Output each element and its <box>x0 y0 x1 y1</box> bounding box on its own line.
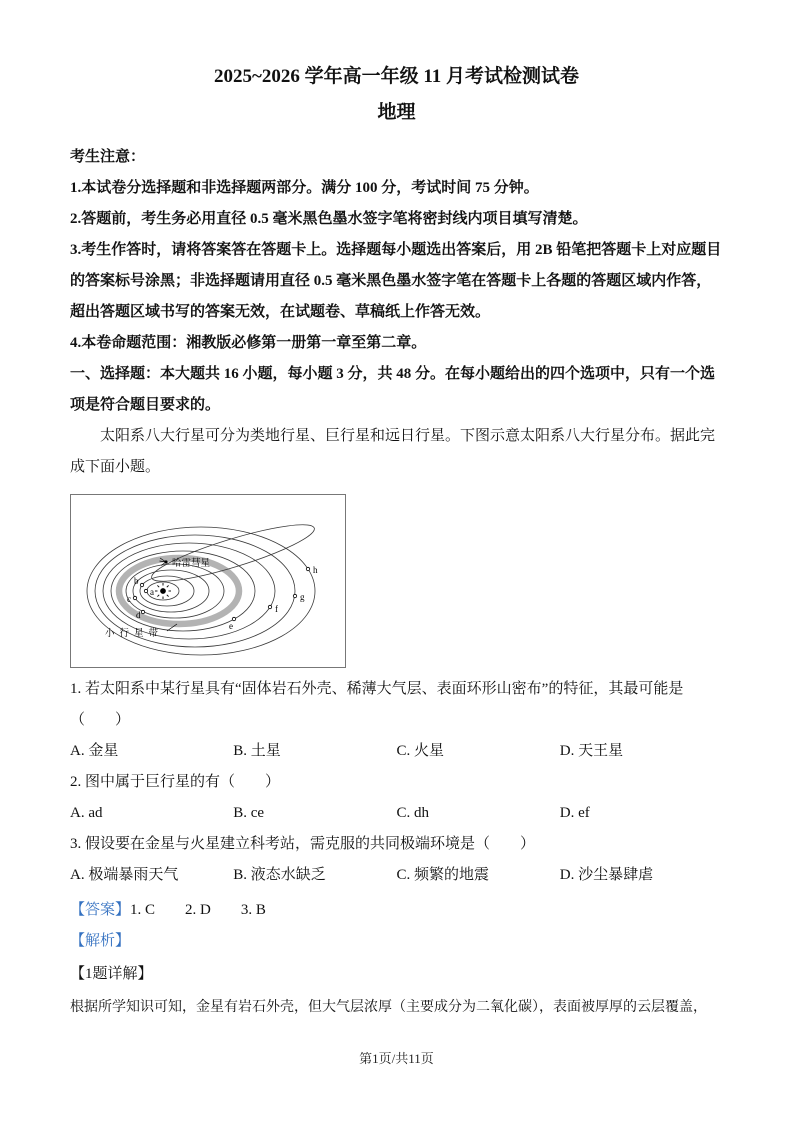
notice-item-3: 3.考生作答时，请将答案答在答题卡上。选择题每小题选出答案后，用 2B 铅笔把答题卡上对应题目的答案标号涂黑；非选择题请用直径 0.5 毫米黑色墨水签字笔在答题卡上各题的答题区域内作答，超出答题区域书写的答案无效，在试题卷、草稿纸上作答无效。 <box>70 242 722 321</box>
question-1-options <box>70 736 723 767</box>
comet-label: 哈雷彗星 <box>172 558 211 569</box>
question-2-option-a: A. ad <box>70 804 103 821</box>
planet-label-a: a <box>150 586 154 597</box>
planet-label-g: g <box>300 591 305 602</box>
planet-label-c: c <box>127 593 131 604</box>
page-footer: 第1页/共11页 <box>359 1051 434 1066</box>
planet-label-f: f <box>275 603 278 614</box>
question-2-option-b: B. ce <box>233 804 265 821</box>
question-2-options <box>70 798 723 829</box>
question-3-stem: 3. 假设要在金星与火星建立科考站，需克服的共同极端环境是（ ） <box>70 835 536 852</box>
planet-dot-c <box>133 596 136 599</box>
analysis-label: 【解析】 <box>70 932 131 949</box>
answer-label: 【答案】 <box>70 901 131 918</box>
planet-dot-f <box>268 605 271 608</box>
question-3-option-d: D. 沙尘暴肆虐 <box>559 866 654 883</box>
question-3-option-c: C. 频繁的地震 <box>396 866 490 883</box>
notice-item-4: 4.本卷命题范围：湘教版必修第一册第一章至第二章。 <box>70 335 427 352</box>
passage-text: 太阳系八大行星可分为类地行星、巨行星和远日行星。下图示意太阳系八大行星分布。据此完成下面小题。 <box>70 428 716 476</box>
planet-label-h: h <box>313 564 318 575</box>
question-3-options <box>70 860 723 891</box>
exam-title: 2025~2026 学年高一年级 11 月考试检测试卷 <box>213 66 580 87</box>
solar-system-svg <box>71 495 345 667</box>
question-3-option-a: A. 极端暴雨天气 <box>70 866 179 883</box>
notice-heading: 考生注意： <box>70 149 146 165</box>
question-2-option-d: D. ef <box>559 804 590 821</box>
planet-label-d: d <box>136 609 141 620</box>
question-1-option-d: D. 天王星 <box>559 742 624 759</box>
planet-dot-h <box>306 567 309 570</box>
question-1-option-c: C. 火星 <box>396 742 445 759</box>
solar-system-figure <box>70 494 346 668</box>
answer-line <box>70 895 723 926</box>
detail-heading: 【1题详解】 <box>70 965 153 982</box>
detail-text: 根据所学知识可知，金星有岩石外壳，但大气层浓厚（主要成分为二氧化碳），表面被厚厚的云层覆盖， <box>70 999 707 1015</box>
asteroid-belt-label: 小行星带 <box>105 628 164 639</box>
orbit-2 <box>140 576 194 606</box>
planet-dot-g <box>293 594 296 597</box>
section-heading: 一、选择题：本大题共 16 小题，每小题 3 分，共 48 分。在每小题给出的四个选项中，只有一个选项是符合题目要求的。 <box>70 366 716 414</box>
question-1-option-b: B. 土星 <box>233 742 281 759</box>
question-3-option-b: B. 液态水缺乏 <box>233 866 326 883</box>
question-1-stem: 1. 若太阳系中某行星具有“固体岩石外壳、稀薄大气层、表面环形山密布”的特征，其最可能是（ ） <box>70 680 684 728</box>
planet-dot-b <box>140 583 143 586</box>
planet-dot-d <box>141 610 144 613</box>
question-2-option-c: C. dh <box>396 804 430 821</box>
planet-label-e: e <box>229 620 233 631</box>
question-1-option-a: A. 金星 <box>70 742 119 759</box>
planet-label-b: b <box>134 575 139 586</box>
exam-subject: 地理 <box>377 102 416 123</box>
planet-dot-a <box>144 589 147 592</box>
question-2-stem: 2. 图中属于巨行星的有（ ） <box>70 773 281 790</box>
answer-values: 1. C 2. D 3. B <box>130 901 266 918</box>
notice-item-1: 1.本试卷分选择题和非选择题两部分。满分 100 分，考试时间 75 分钟。 <box>70 180 539 197</box>
notice-item-2: 2.答题前，考生务必用直径 0.5 毫米黑色墨水签字笔将密封线内项目填写清楚。 <box>70 211 588 228</box>
sun-icon <box>155 583 171 599</box>
